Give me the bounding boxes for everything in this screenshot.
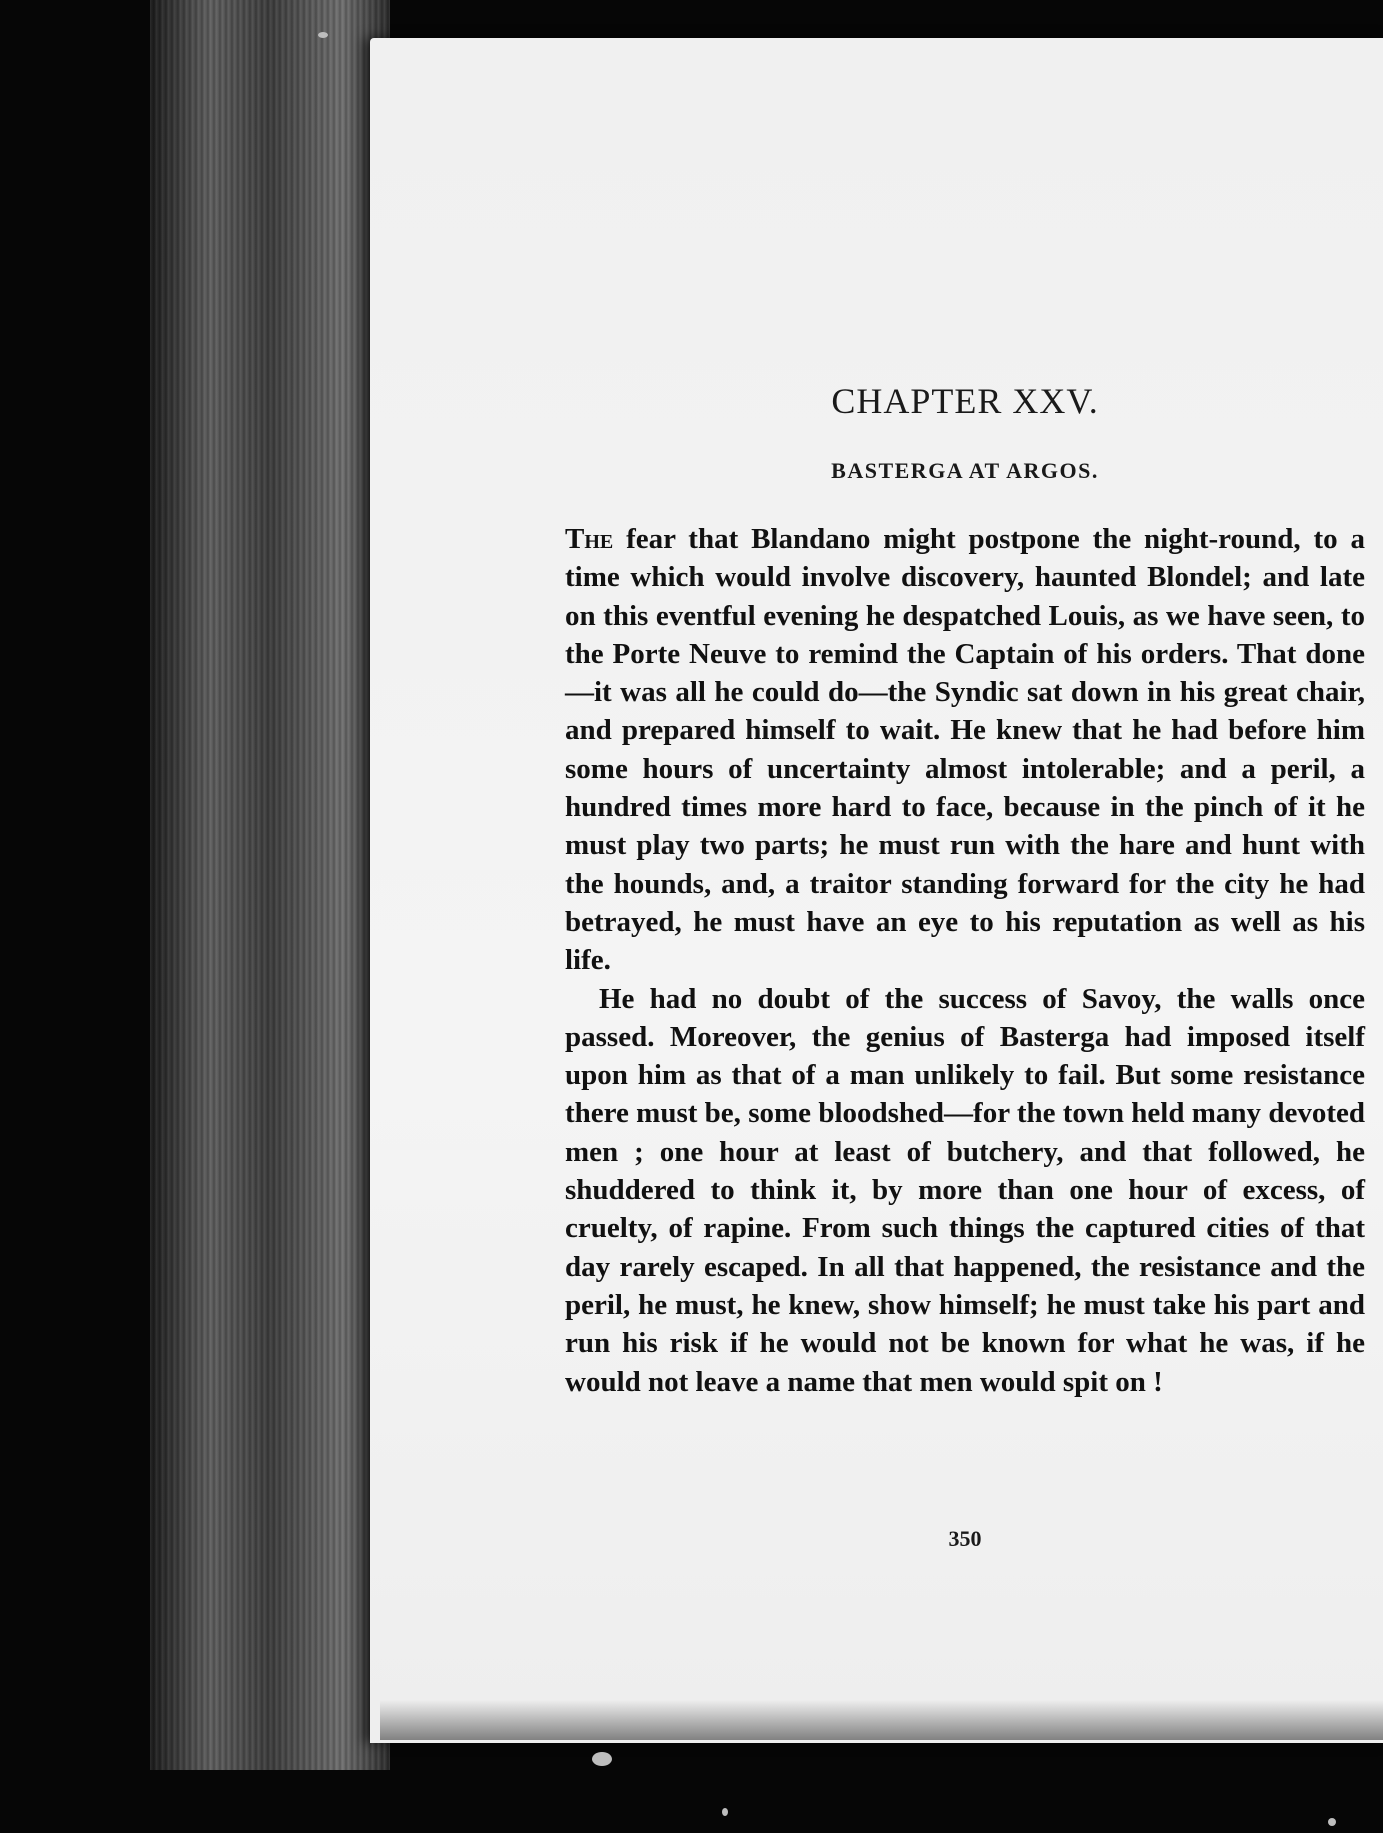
paragraph-1-text: fear that Blandano might postpone the night-round, to a time which would involve discovery, haunted Blondel; and late on this eventful evening he despatched Louis, as we have seen, to the Porte Neuve to remind the Captain of his orders. That done—it was all he could do—the Syndic sat down in his great chair, and prepared himself to wait. He knew that he had before him some hours of uncertainty almost intolerable; and a peril, a hundred times more hard to face, because in the pinch of it he must play two parts; he must run with the hare and hunt with the hounds, and, a traitor standing forward for the city he had betrayed, he must have an eye to his reputation as well as his life. <box>565 523 1365 977</box>
page-number: 350 <box>948 1526 982 1551</box>
dust-speck <box>318 32 328 38</box>
paragraph-1 <box>565 520 1365 980</box>
chapter-subtitle: BASTERGA AT ARGOS. <box>831 458 1099 483</box>
body-text <box>565 520 1365 1401</box>
paragraph-1-lead: The <box>565 523 614 555</box>
book-spine <box>150 0 390 1770</box>
dust-speck <box>1328 1818 1336 1826</box>
chapter-heading: CHAPTER XXV. <box>831 381 1099 421</box>
paragraph-2 <box>565 980 1365 1401</box>
dust-speck <box>592 1752 612 1766</box>
page-bottom-shadow <box>380 1700 1383 1740</box>
dust-speck <box>722 1808 728 1816</box>
paragraph-2-text: He had no doubt of the success of Savoy, the walls once passed. Moreover, the genius of Basterga had imposed itself upon him as that of a man unlikely to fail. But some resistance there must be, some bloodshed—for the town held many devoted men ; one hour at least of butchery, and that followed, he shuddered to think it, by more than one hour of excess, of cruelty, of rapine. From such things the captured cities of that day rarely escaped. In all that happened, the resistance and the peril, he must, he knew, show himself; he must take his part and run his risk if he would not be known for what he was, if he would not leave a name that men would spit on ! <box>565 982 1365 1398</box>
